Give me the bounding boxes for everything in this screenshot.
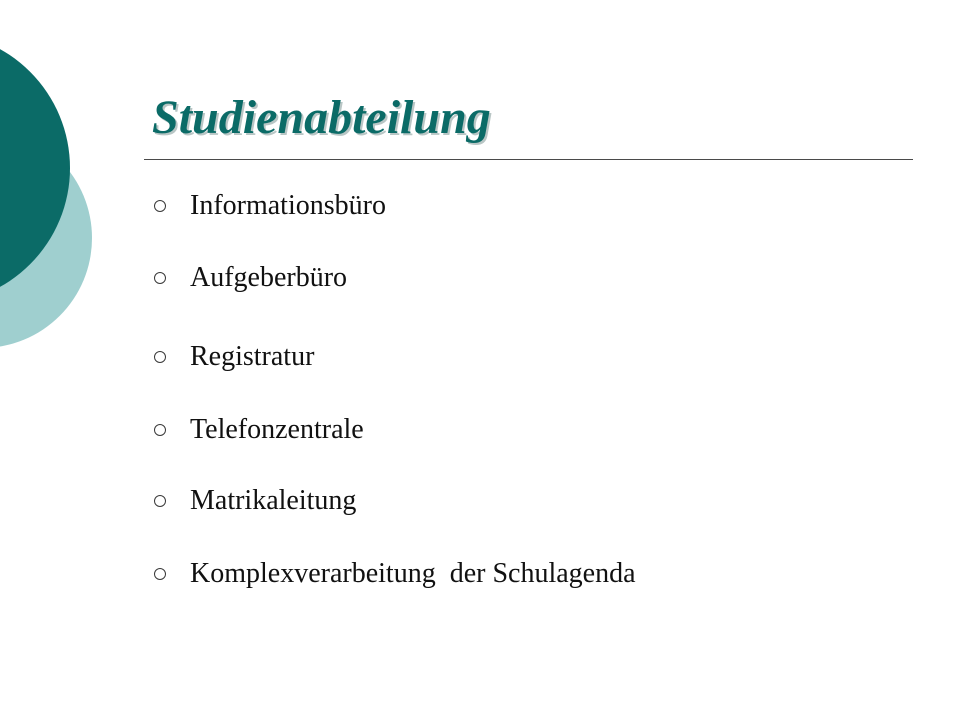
hollow-circle-bullet-icon <box>154 495 166 507</box>
bullet-text: Matrikaleitung <box>190 485 357 516</box>
bullet-item-informationsbuero <box>148 189 386 223</box>
decorative-circles <box>0 0 120 400</box>
bullet-text: Komplexverarbeitung der Schulagenda <box>190 558 636 589</box>
hollow-circle-bullet-icon <box>154 200 166 212</box>
bullet-text: Aufgeberbüro <box>190 262 348 293</box>
title-divider <box>144 159 913 160</box>
bullet-text: Telefonzentrale <box>190 414 364 445</box>
bullet-text: Informationsbüro <box>190 190 386 221</box>
hollow-circle-bullet-icon <box>154 424 166 436</box>
hollow-circle-bullet-icon <box>154 351 166 363</box>
bullet-item-komplexverarbeitung <box>148 557 636 591</box>
hollow-circle-bullet-icon <box>154 272 166 284</box>
bullet-item-telefonzentrale <box>148 413 364 447</box>
bullet-item-registratur <box>148 340 314 374</box>
slide-title: Studienabteilung <box>152 91 491 144</box>
hollow-circle-bullet-icon <box>154 568 166 580</box>
bullet-item-matrikaleitung <box>148 484 356 518</box>
bullet-text: Registratur <box>190 341 315 372</box>
bullet-item-aufgeberbuero <box>148 261 347 295</box>
